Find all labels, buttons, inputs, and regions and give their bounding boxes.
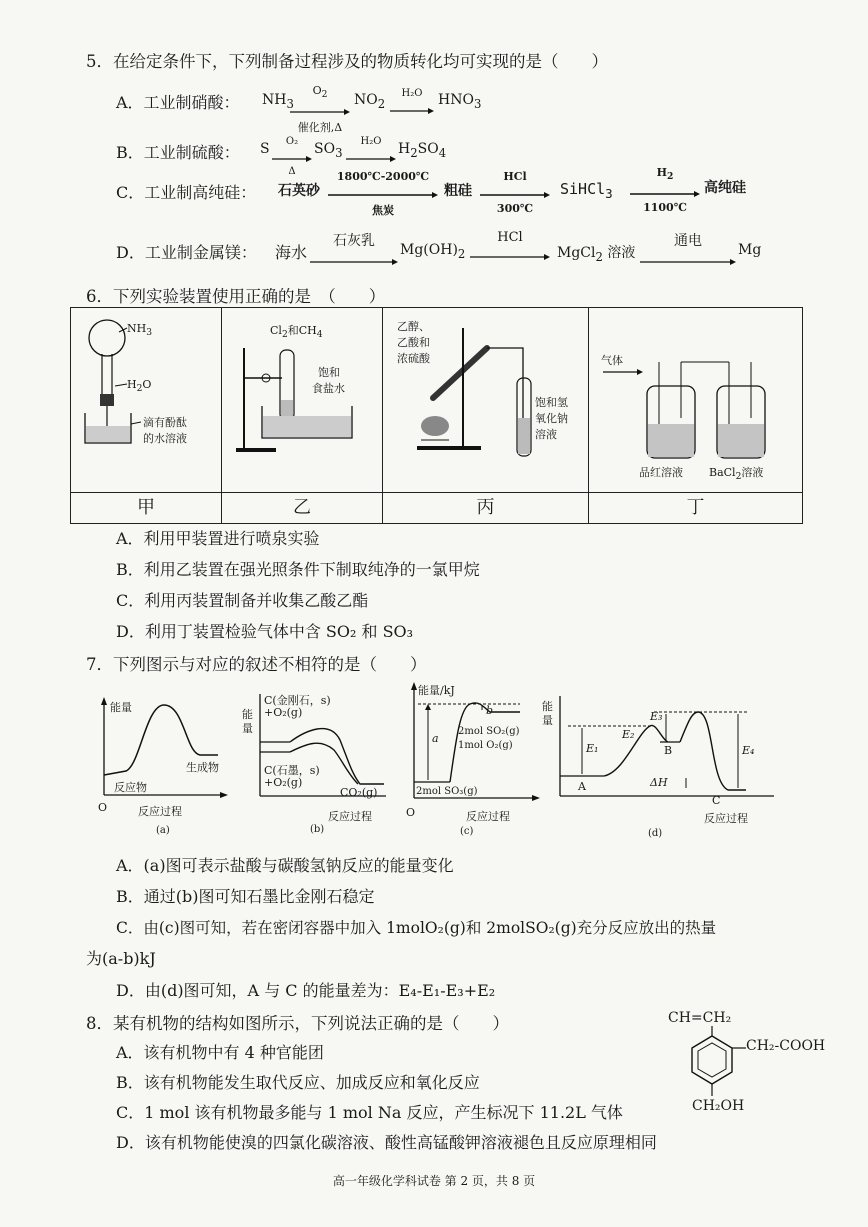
q5-c-product3: 高纯硅 [704, 180, 746, 196]
c-a-label: a [432, 732, 439, 745]
q5-d-reactant: 海水 [275, 243, 308, 262]
q5-d-product3: Mg [738, 242, 762, 258]
hydroxymethyl-group: CH₂OH [692, 1098, 745, 1114]
d-caption: (d) [648, 828, 663, 839]
q7-option-c-line1: C．由(c)图可知，若在密闭容器中加入 1molO₂(g)和 2molSO₂(g)充分反应放出的热量 [116, 919, 717, 937]
q5-option-d-label: D．工业制金属镁： [116, 243, 257, 262]
caption-yi: 乙 [222, 493, 383, 524]
yi-gas-label: $Cl_2$和$CH_4$ [270, 324, 323, 341]
q7-option-a: A．(a)图可表示盐酸与碳酸氢钠反应的能量变化 [116, 856, 454, 875]
q5-b-reactant: S [260, 141, 270, 157]
b-graphite-label: C(石墨，s) [264, 764, 320, 777]
b-diamond-label: C(金刚石，s) [264, 694, 331, 707]
a-reactant-label: 反应物 [114, 781, 147, 794]
bing-reagent-2: 乙酸和 [397, 336, 430, 349]
q5-option-a-label: A．工业制硝酸： [116, 93, 240, 112]
c-so2-label: 2mol SO₂(g) [458, 726, 520, 737]
caption-ding: 丁 [589, 493, 803, 524]
b-diamond-o2-label: +O₂(g) [264, 706, 303, 719]
carboxymethyl-group: CH₂-COOH [746, 1038, 826, 1054]
b-xlabel: 反应过程 [328, 810, 372, 823]
q5-b-product2: $H_2SO_4$ [398, 141, 447, 160]
page-footer: 高一年级化学科试卷 第 2 页，共 8 页 [332, 1174, 536, 1188]
q5-a-arrow1: $O_2$ 催化剂,Δ [290, 84, 350, 135]
a-ylabel: 能量 [110, 701, 132, 714]
d-ylabel-1: 能 [542, 700, 553, 713]
q6-apparatus-table [70, 307, 803, 524]
q5-c-arrow3: $H_2$ 1100℃ [630, 166, 700, 214]
a-origin: O [98, 801, 108, 814]
d-xlabel: 反应过程 [704, 812, 748, 825]
c-xlabel: 反应过程 [466, 810, 510, 823]
energy-diagram-a [90, 695, 230, 845]
q5-b-arrow1: O₂ Δ [272, 136, 312, 177]
q5-c-arrow2: HCl 300℃ [480, 170, 550, 215]
bing-solution-2: 氧化钠 [535, 412, 568, 425]
d-e2-label: E₂ [622, 728, 635, 741]
q5-option-c-label: C．工业制高纯硅： [116, 183, 257, 202]
bing-reagent-1: 乙醇、 [397, 320, 430, 333]
c-b-label: b [486, 704, 494, 717]
q5-a-product2: $HNO_3$ [438, 92, 482, 111]
d-ylabel-2: 量 [542, 714, 553, 727]
q6-option-c: C．利用丙装置制备并收集乙酸乙酯 [116, 591, 369, 610]
q5-d-product2: MgCl$_2$ 溶液 [557, 245, 636, 264]
b-ylabel-2: 量 [242, 722, 253, 735]
d-e4-label: E₄ [742, 744, 755, 757]
apparatus-bing [383, 308, 589, 493]
q5-option-b-label: B．工业制硫酸： [116, 143, 240, 162]
q8-option-d: D．该有机物能使溴的四氯化碳溶液、酸性高锰酸钾溶液褪色且反应原理相同 [116, 1133, 657, 1152]
bing-reagent-3: 浓硫酸 [397, 352, 430, 365]
q5-a-reactant: $NH_3$ [262, 92, 294, 111]
q8-option-b: B．该有机物能发生取代反应、加成反应和氧化反应 [116, 1073, 480, 1092]
apparatus-ding [589, 308, 803, 493]
c-ylabel: 能量/kJ [418, 684, 455, 697]
ding-gas-label: 气体 [601, 354, 623, 367]
q8-option-c: C．1 mol 该有机物最多能与 1 mol Na 反应，产生标况下 11.2L 气体 [116, 1103, 623, 1122]
q5-d-arrow1: 石灰乳 [310, 230, 398, 269]
q5-c-arrow1: 1800℃-2000℃ 焦炭 [328, 170, 438, 218]
q8-stem: 8．某有机物的结构如图所示，下列说法正确的是（ ） [86, 1014, 509, 1033]
yi-solution-label-1: 饱和 [318, 366, 340, 379]
q5-stem: 5．在给定条件下，下列制备过程涉及的物质转化均可实现的是（ ） [86, 52, 608, 71]
c-caption: (c) [460, 826, 474, 837]
gas-test-apparatus-diagram [589, 308, 802, 488]
apparatus-jia [71, 308, 222, 493]
q5-b-product1: $SO_3$ [314, 141, 343, 160]
jia-nh3-label: $NH_3$ [127, 322, 153, 339]
q6-option-a: A．利用甲装置进行喷泉实验 [116, 529, 320, 548]
q7-option-b: B．通过(b)图可知石墨比金刚石稳定 [116, 887, 375, 906]
bing-solution-1: 饱和氢 [535, 396, 568, 409]
apparatus-yi [222, 308, 383, 493]
q5-d-arrow3: 通电 [640, 230, 736, 269]
q7-option-d: D．由(d)图可知，A 与 C 的能量差为：E₄-E₁-E₃+E₂ [116, 981, 496, 1000]
q5-d-product1: $Mg(OH)_2$ [400, 242, 466, 261]
q6-stem: 6．下列实验装置使用正确的是 （ ） [86, 287, 386, 306]
organic-structure [640, 1010, 826, 1125]
a-product-label: 生成物 [186, 761, 219, 774]
energy-diagram-c [400, 680, 540, 840]
jia-h2o-label: $H_2O$ [127, 378, 152, 395]
b-ylabel-1: 能 [242, 708, 253, 721]
caption-jia: 甲 [71, 493, 222, 524]
c-so3-label: 2mol SO₃(g) [416, 786, 478, 797]
q5-a-arrow2: H₂O [390, 88, 434, 118]
d-e3-label: E₃ [650, 710, 663, 723]
a-caption: (a) [156, 825, 170, 836]
bing-solution-3: 溶液 [535, 428, 557, 441]
a-xlabel: 反应过程 [138, 805, 182, 818]
d-delta-h-label: ΔH [650, 776, 668, 789]
jia-solution-label-1: 滴有酚酞 [143, 416, 187, 429]
q7-stem: 7．下列图示与对应的叙述不相符的是（ ） [86, 655, 427, 674]
q5-c-product1: 粗硅 [444, 183, 472, 199]
ding-bottle-1-label: 品红溶液 [639, 466, 683, 479]
q5-c-product2: SiHCl$_3$ [560, 180, 613, 201]
d-state-b: B [664, 744, 673, 757]
b-graphite-o2-label: +O₂(g) [264, 776, 303, 789]
b-co2-label: CO₂(g) [340, 786, 378, 799]
jia-solution-label-2: 的水溶液 [143, 432, 187, 445]
q5-c-reactant: 石英砂 [278, 183, 320, 199]
energy-diagram-d [538, 692, 778, 842]
q5-b-arrow2: H₂O [346, 136, 396, 166]
q6-option-b: B．利用乙装置在强光照条件下制取纯净的一氯甲烷 [116, 560, 480, 579]
energy-diagram-b [240, 690, 390, 840]
d-state-c: C [712, 794, 721, 807]
q6-option-d: D．利用丁装置检验气体中含 SO₂ 和 SO₃ [116, 622, 414, 641]
q5-a-product1: $NO_2$ [354, 92, 386, 111]
ding-bottle-2-label: BaCl$_2$溶液 [709, 466, 764, 483]
vinyl-group: CH=CH₂ [668, 1010, 732, 1026]
b-caption: (b) [310, 824, 325, 835]
yi-solution-label-2: 食盐水 [312, 382, 345, 395]
d-state-a: A [578, 780, 586, 793]
q5-d-arrow2: HCl [470, 230, 550, 264]
q7-option-c-line2: 为(a-b)kJ [86, 949, 156, 968]
caption-bing: 丙 [383, 493, 589, 524]
d-e1-label: E₁ [586, 742, 599, 755]
c-origin: O [406, 806, 416, 819]
c-o2-label: 1mol O₂(g) [458, 740, 513, 751]
q8-option-a: A．该有机物中有 4 种官能团 [116, 1043, 324, 1062]
